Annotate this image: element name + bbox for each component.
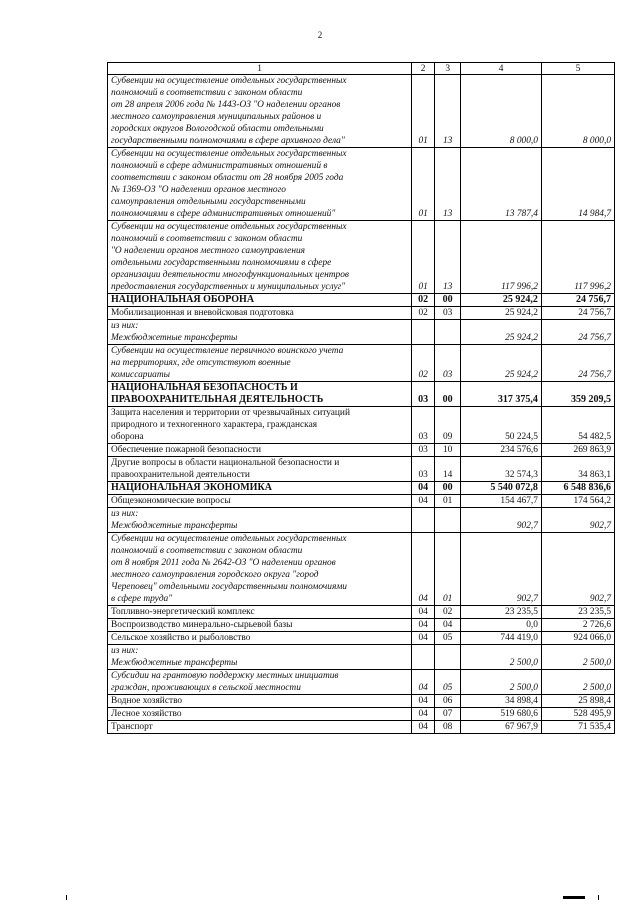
row-name-cell: Топливно-энергетический комплекс	[108, 606, 412, 619]
row-name-cell: Мобилизационная и вневойсковая подготовка	[108, 307, 412, 320]
amount-year1-cell: 902,7	[461, 508, 542, 533]
table-row	[108, 619, 615, 632]
amount-year1-cell: 67 967,9	[461, 721, 542, 734]
row-name-cell: Сельское хозяйство и рыболовство	[108, 632, 412, 645]
amount-year2-cell: 2 726,6	[541, 619, 614, 632]
scan-mark-right-tick	[598, 895, 599, 900]
amount-year2-cell: 71 535,4	[541, 721, 614, 734]
amount-year2-cell: 2 500,0	[541, 670, 614, 695]
section-code-cell: 03	[412, 457, 435, 482]
amount-year2-cell: 924 066,0	[541, 632, 614, 645]
row-name-cell: Субвенции на осуществление отдельных государственных полномочий в соответствии с законом области "О наделении органов местного самоуправления отдельными государственными полномочиями в сфере организации деятельности многофункциональных центров предоставления государственных и муниципальных услуг"	[108, 221, 412, 294]
table-row	[108, 444, 615, 457]
row-name-cell: НАЦИОНАЛЬНАЯ ЭКОНОМИКА	[108, 482, 412, 495]
budget-table	[107, 62, 615, 734]
section-code-cell: 02	[412, 294, 435, 307]
amount-year2-cell: 24 756,7	[541, 345, 614, 382]
section-code-cell	[412, 320, 435, 345]
amount-year2-cell: 8 000,0	[541, 75, 614, 148]
subsection-code-cell: 03	[435, 345, 461, 382]
table-row	[108, 508, 615, 533]
amount-year2-cell: 359 209,5	[541, 382, 614, 407]
amount-year1-cell: 23 235,5	[461, 606, 542, 619]
amount-year2-cell: 117 996,2	[541, 221, 614, 294]
row-name-cell: из них: Межбюджетные трансферты	[108, 320, 412, 345]
amount-year2-cell: 23 235,5	[541, 606, 614, 619]
section-code-cell: 01	[412, 148, 435, 221]
row-name-cell: Лесное хозяйство	[108, 708, 412, 721]
amount-year2-cell: 24 756,7	[541, 294, 614, 307]
table-row	[108, 670, 615, 695]
row-name-cell: Субвенции на осуществление отдельных государственных полномочий в соответствии с законом области от 28 апреля 2006 года № 1443-ОЗ "О наделении органов местного самоуправления муниципальных районов и городских округов Вологодской области отдельными государственными полномочиями в сфере архивного дела"	[108, 75, 412, 148]
row-name-cell: из них: Межбюджетные трансферты	[108, 645, 412, 670]
amount-year2-cell: 25 898,4	[541, 695, 614, 708]
table-row	[108, 695, 615, 708]
amount-year1-cell: 154 467,7	[461, 495, 542, 508]
amount-year1-cell: 0,0	[461, 619, 542, 632]
subsection-code-cell: 01	[435, 495, 461, 508]
section-code-cell: 04	[412, 695, 435, 708]
amount-year2-cell: 24 756,7	[541, 307, 614, 320]
section-code-cell: 03	[412, 407, 435, 444]
section-code-cell: 04	[412, 533, 435, 606]
amount-year2-cell: 902,7	[541, 533, 614, 606]
header-cell: 1	[108, 63, 412, 75]
section-code-cell: 03	[412, 382, 435, 407]
section-code-cell: 04	[412, 721, 435, 734]
table-row	[108, 606, 615, 619]
subsection-code-cell: 05	[435, 670, 461, 695]
row-name-cell: из них: Межбюджетные трансферты	[108, 508, 412, 533]
amount-year1-cell: 5 540 072,8	[461, 482, 542, 495]
table-row	[108, 320, 615, 345]
subsection-code-cell: 00	[435, 294, 461, 307]
row-name-cell: Субвенции на осуществление отдельных государственных полномочий в соответствии с законом области от 8 ноября 2011 года № 2642-ОЗ "О наделении органов местного самоуправления городского округа "город Череповец" отдельными государственными полномочиями в сфере труда"	[108, 533, 412, 606]
table-row	[108, 382, 615, 407]
amount-year1-cell: 8 000,0	[461, 75, 542, 148]
table-header-row	[108, 63, 615, 75]
row-name-cell: НАЦИОНАЛЬНАЯ ОБОРОНА	[108, 294, 412, 307]
row-name-cell: Общеэкономические вопросы	[108, 495, 412, 508]
subsection-code-cell: 14	[435, 457, 461, 482]
amount-year2-cell: 14 984,7	[541, 148, 614, 221]
header-cell: 5	[541, 63, 614, 75]
row-name-cell: Воспроизводство минерально-сырьевой базы	[108, 619, 412, 632]
section-code-cell	[412, 508, 435, 533]
section-code-cell: 04	[412, 670, 435, 695]
amount-year1-cell: 2 500,0	[461, 670, 542, 695]
subsection-code-cell: 13	[435, 75, 461, 148]
row-name-cell: Другие вопросы в области национальной безопасности и правоохранительной деятельности	[108, 457, 412, 482]
table-row	[108, 457, 615, 482]
amount-year2-cell: 34 863,1	[541, 457, 614, 482]
subsection-code-cell: 13	[435, 221, 461, 294]
section-code-cell: 04	[412, 482, 435, 495]
table-row	[108, 708, 615, 721]
table-row	[108, 645, 615, 670]
header-cell: 4	[461, 63, 542, 75]
amount-year2-cell: 528 495,9	[541, 708, 614, 721]
amount-year2-cell: 54 482,5	[541, 407, 614, 444]
page-number: 2	[317, 30, 323, 40]
table-row	[108, 307, 615, 320]
amount-year2-cell: 24 756,7	[541, 320, 614, 345]
table-row	[108, 533, 615, 606]
section-code-cell: 02	[412, 345, 435, 382]
amount-year1-cell: 34 898,4	[461, 695, 542, 708]
scan-mark-left	[66, 895, 67, 900]
section-code-cell: 04	[412, 619, 435, 632]
subsection-code-cell: 13	[435, 148, 461, 221]
table-row	[108, 495, 615, 508]
amount-year2-cell: 6 548 836,6	[541, 482, 614, 495]
amount-year1-cell: 25 924,2	[461, 320, 542, 345]
section-code-cell: 01	[412, 75, 435, 148]
subsection-code-cell: 03	[435, 307, 461, 320]
subsection-code-cell: 06	[435, 695, 461, 708]
amount-year1-cell: 13 787,4	[461, 148, 542, 221]
row-name-cell: Водное хозяйство	[108, 695, 412, 708]
amount-year1-cell: 25 924,2	[461, 294, 542, 307]
subsection-code-cell: 07	[435, 708, 461, 721]
subsection-code-cell: 09	[435, 407, 461, 444]
row-name-cell: Обеспечение пожарной безопасности	[108, 444, 412, 457]
amount-year1-cell: 519 680,6	[461, 708, 542, 721]
subsection-code-cell	[435, 645, 461, 670]
row-name-cell: Субвенции на осуществление отдельных государственных полномочий в сфере административных отношений в соответствии с законом области от 28 ноября 2005 года № 1369-ОЗ "О наделении органов местного самоуправления отдельными государственными полномочиями в сфере административных отношений"	[108, 148, 412, 221]
amount-year2-cell: 269 863,9	[541, 444, 614, 457]
amount-year1-cell: 317 375,4	[461, 382, 542, 407]
subsection-code-cell: 05	[435, 632, 461, 645]
amount-year1-cell: 25 924,2	[461, 307, 542, 320]
row-name-cell: Защита населения и территории от чрезвычайных ситуаций природного и техногенного характера, гражданская оборона	[108, 407, 412, 444]
subsection-code-cell: 08	[435, 721, 461, 734]
header-cell: 2	[412, 63, 435, 75]
header-cell: 3	[435, 63, 461, 75]
section-code-cell: 04	[412, 708, 435, 721]
subsection-code-cell: 00	[435, 482, 461, 495]
table-row	[108, 221, 615, 294]
amount-year2-cell: 174 564,2	[541, 495, 614, 508]
subsection-code-cell	[435, 320, 461, 345]
amount-year2-cell: 2 500,0	[541, 645, 614, 670]
amount-year1-cell: 2 500,0	[461, 645, 542, 670]
table-row	[108, 632, 615, 645]
scan-mark-right	[563, 896, 585, 899]
amount-year1-cell: 32 574,3	[461, 457, 542, 482]
table-row	[108, 148, 615, 221]
row-name-cell: Субвенции на осуществление первичного воинского учета на территориях, где отсутствуют военные комиссариаты	[108, 345, 412, 382]
table-row	[108, 345, 615, 382]
row-name-cell: Субсидии на грантовую поддержку местных инициатив граждан, проживающих в сельской местности	[108, 670, 412, 695]
subsection-code-cell: 04	[435, 619, 461, 632]
amount-year1-cell: 50 224,5	[461, 407, 542, 444]
table-row	[108, 482, 615, 495]
amount-year1-cell: 117 996,2	[461, 221, 542, 294]
section-code-cell: 01	[412, 221, 435, 294]
table-row	[108, 294, 615, 307]
subsection-code-cell: 02	[435, 606, 461, 619]
table-row	[108, 407, 615, 444]
amount-year1-cell: 902,7	[461, 533, 542, 606]
table-row	[108, 721, 615, 734]
amount-year1-cell: 744 419,0	[461, 632, 542, 645]
row-name-cell: Транспорт	[108, 721, 412, 734]
subsection-code-cell: 10	[435, 444, 461, 457]
section-code-cell: 04	[412, 632, 435, 645]
amount-year2-cell: 902,7	[541, 508, 614, 533]
subsection-code-cell: 00	[435, 382, 461, 407]
row-name-cell: НАЦИОНАЛЬНАЯ БЕЗОПАСНОСТЬ И ПРАВООХРАНИТЕЛЬНАЯ ДЕЯТЕЛЬНОСТЬ	[108, 382, 412, 407]
subsection-code-cell: 01	[435, 533, 461, 606]
section-code-cell: 03	[412, 444, 435, 457]
section-code-cell: 02	[412, 307, 435, 320]
section-code-cell: 04	[412, 495, 435, 508]
amount-year1-cell: 25 924,2	[461, 345, 542, 382]
subsection-code-cell	[435, 508, 461, 533]
amount-year1-cell: 234 576,6	[461, 444, 542, 457]
section-code-cell: 04	[412, 606, 435, 619]
section-code-cell	[412, 645, 435, 670]
table-row	[108, 75, 615, 148]
